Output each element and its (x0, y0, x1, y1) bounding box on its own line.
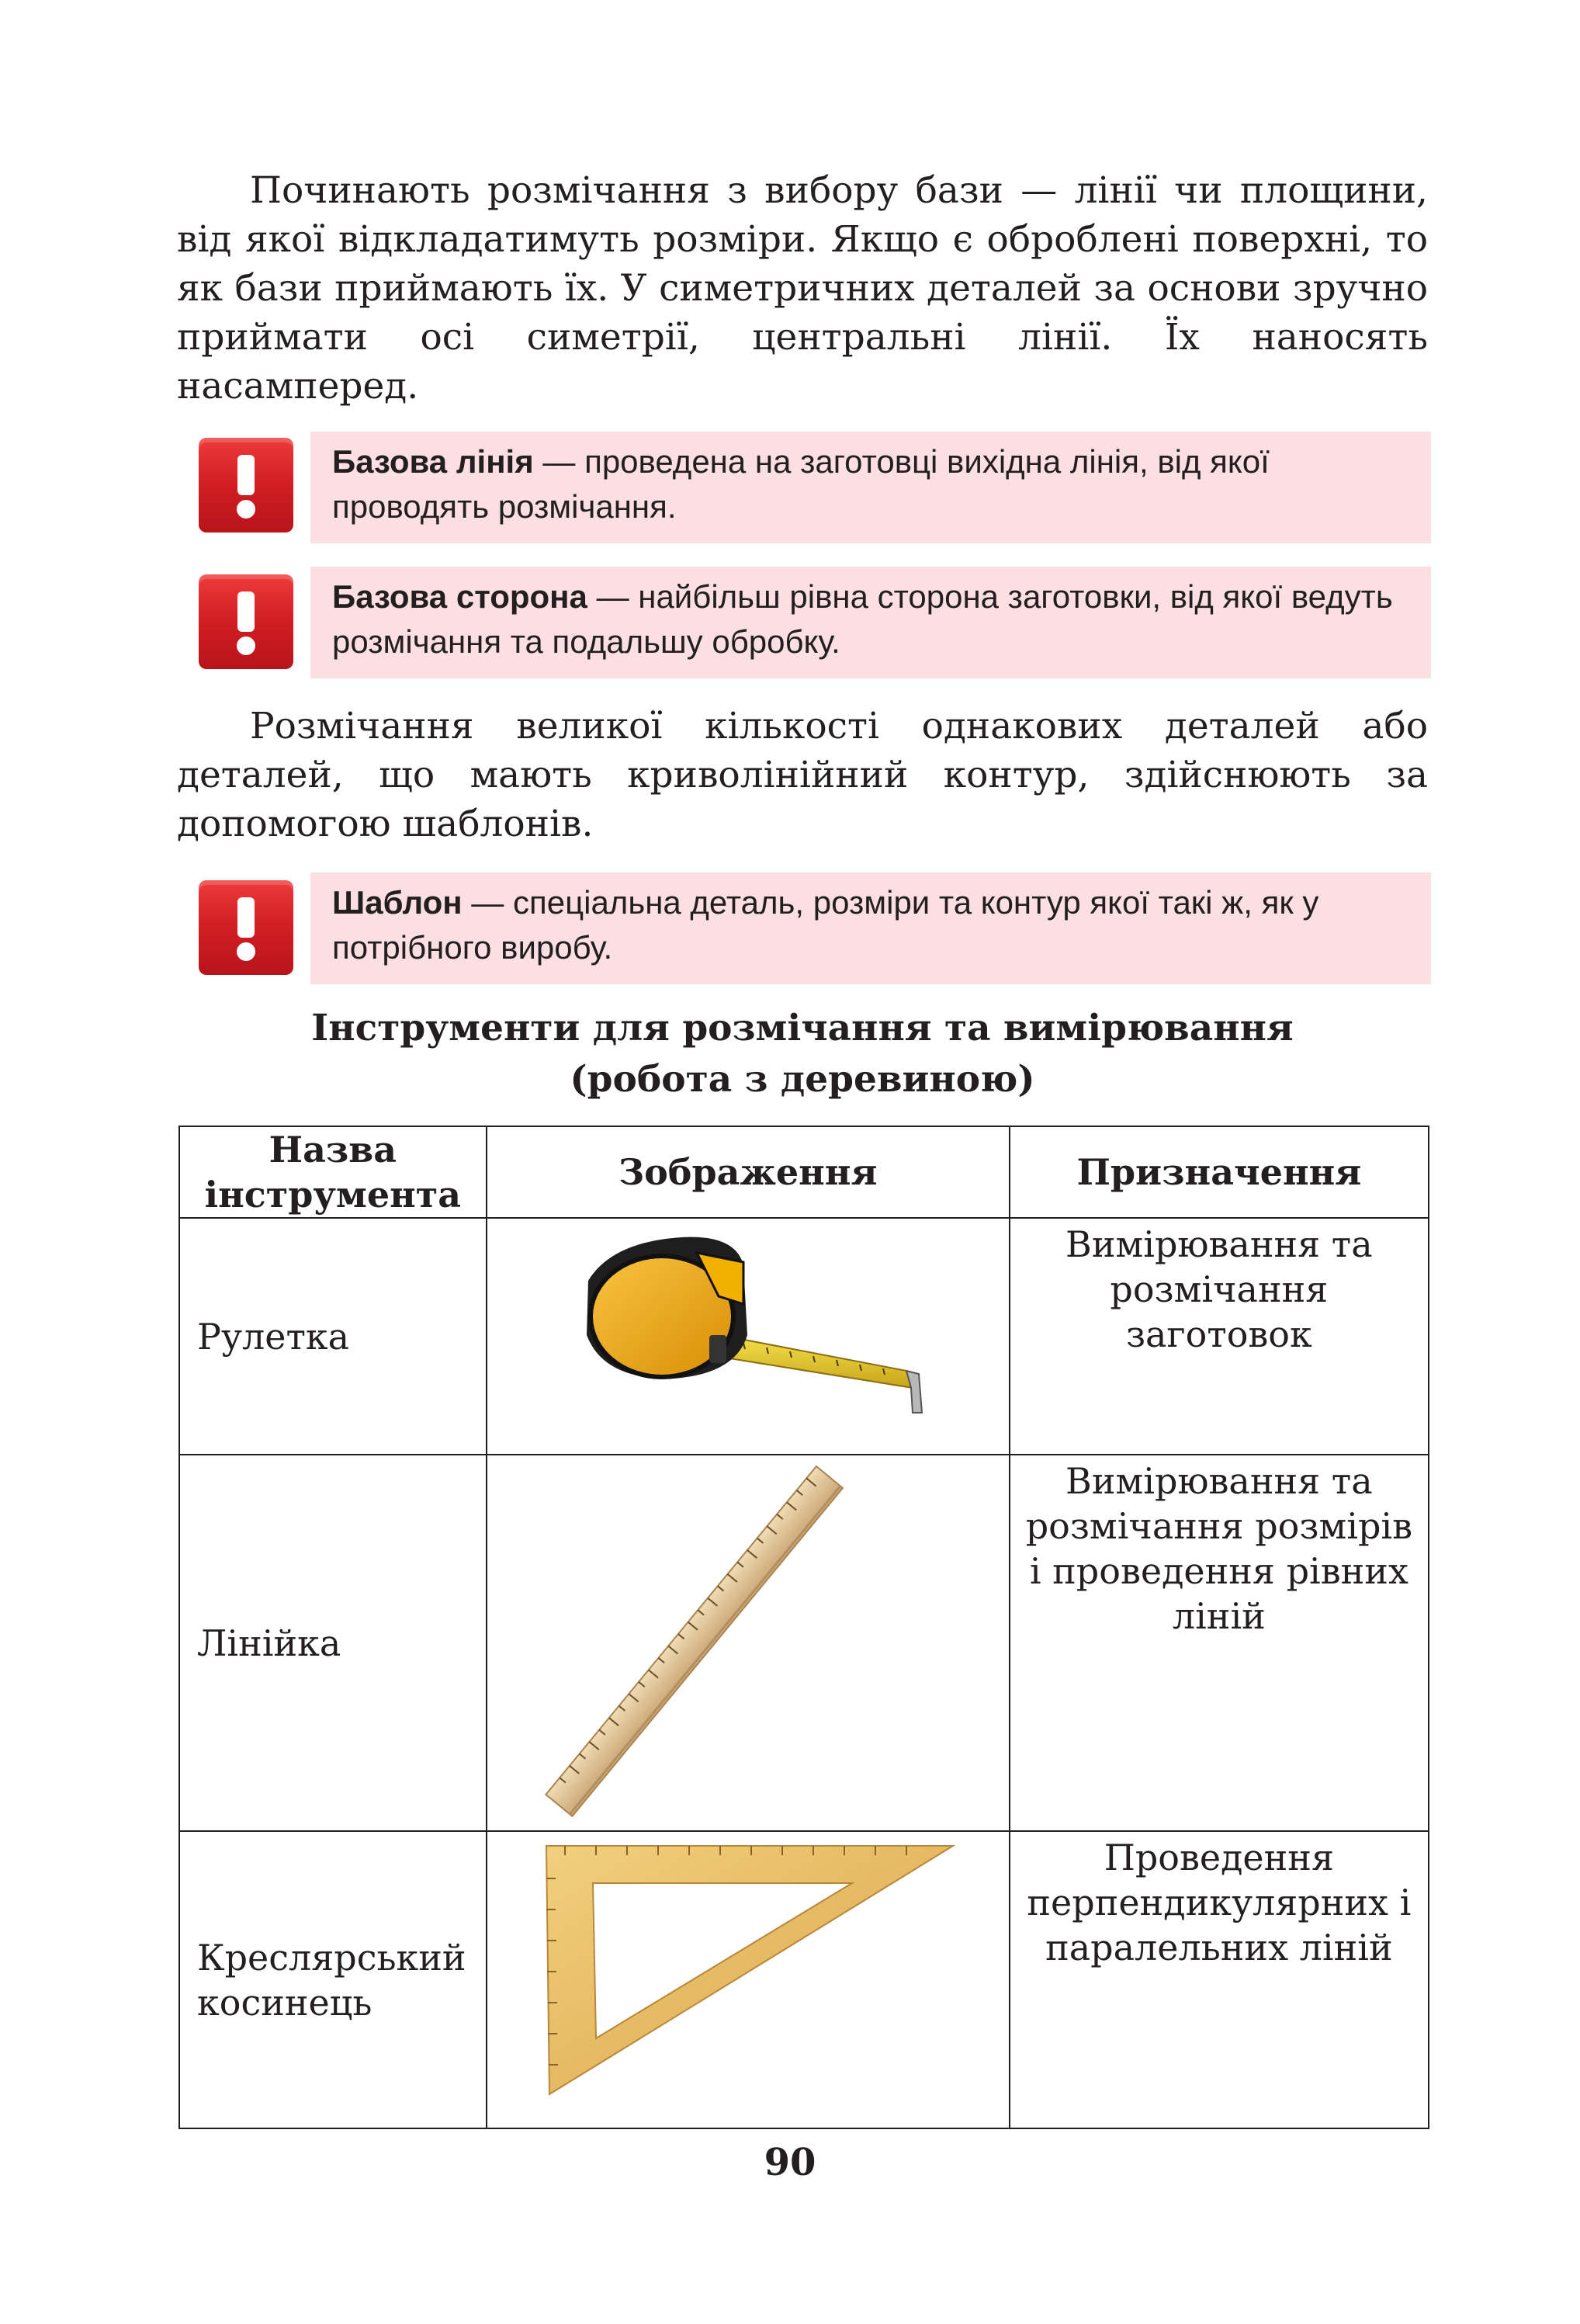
definition-text: — найбільш рівна сторона заготовки, від якої ведуть розмічання та подальшу обробку. (332, 578, 1393, 660)
tool-purpose: Проведення перпендикулярних і паралельних ліній (1010, 1831, 1429, 2128)
definition-text: — проведена на заготовці вихідна лінія, від якої проводять розмічання. (332, 443, 1270, 525)
wooden-ruler-image (487, 1455, 1010, 1831)
header-tool-name: Назва інструмента (179, 1126, 487, 1218)
tool-name: Рулетка (179, 1218, 487, 1455)
exclamation-icon (199, 880, 293, 975)
definition-text: — спеціальна деталь, розміри та контур якої такі ж, як у потрібного виробу. (332, 884, 1319, 966)
definition-term: Базова лінія (332, 443, 534, 480)
tape-measure-image (487, 1218, 1010, 1455)
table-row (179, 1831, 1429, 2128)
tools-table (178, 1126, 1429, 2129)
tool-purpose: Вимірювання та розмічання заготовок (1010, 1218, 1429, 1455)
table-title: Інструменти для розмічання та вимірювання (робота з деревиною) (311, 1007, 1294, 1101)
exclamation-icon (199, 438, 293, 532)
template-paragraph: Розмічання великої кількості однакових деталей або деталей, що мають криволінійний контур, здійснюють за допомогою шаблонів. (177, 705, 1428, 845)
triangle-icon (487, 1832, 1009, 2118)
intro-paragraph: Починають розмічання з вибору бази — лінії чи площини, від якої відкладатимуть розміри. Якщо є оброблені поверхні, то як бази приймають їх. У симетричних деталей за основи зручно приймати осі симетрії, центральні лінії. Їх наносять насамперед. (177, 169, 1428, 408)
definition-term: Базова сторона (332, 578, 587, 615)
table-row (179, 1455, 1429, 1831)
page-number: 90 (764, 2141, 816, 2184)
table-header-row (179, 1126, 1429, 1218)
tape-measure-icon (487, 1219, 1009, 1444)
header-purpose: Призначення (1010, 1126, 1429, 1218)
definition-base-line (310, 432, 1431, 543)
drafting-triangle-image (487, 1831, 1010, 2128)
ruler-icon (487, 1455, 1009, 1820)
definition-base-side (310, 567, 1431, 678)
tool-purpose: Вимірювання та розмічання розмірів і проведення рівних ліній (1010, 1455, 1429, 1831)
exclamation-icon (199, 574, 293, 669)
tool-name: Лінійка (179, 1455, 487, 1831)
definition-term: Шаблон (332, 884, 463, 921)
definition-template (310, 872, 1431, 984)
header-image: Зображення (487, 1126, 1010, 1218)
tool-name: Креслярський косинець (179, 1831, 487, 2128)
table-row (179, 1218, 1429, 1455)
